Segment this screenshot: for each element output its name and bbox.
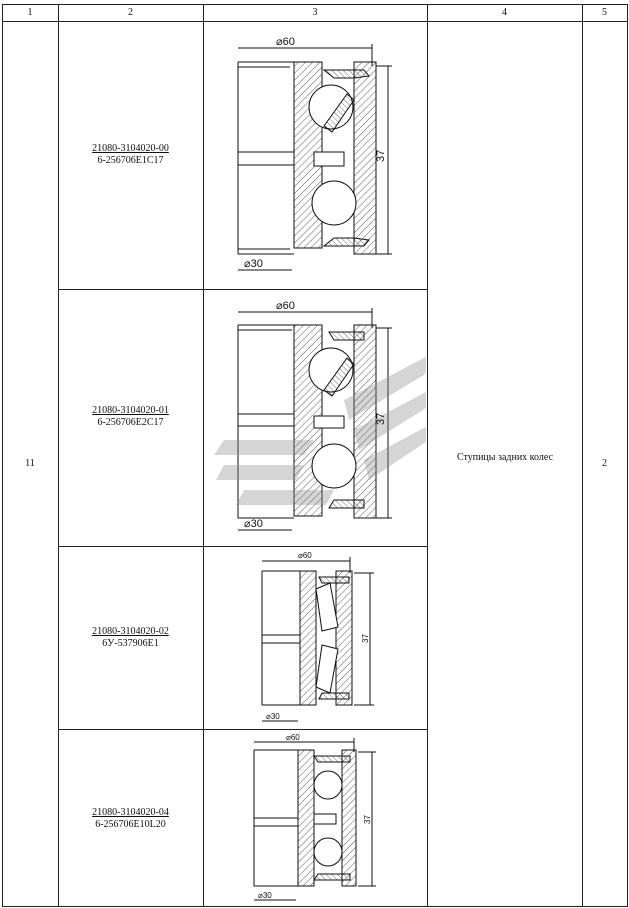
bearing-designation: 6-256706Е2С17 <box>97 417 164 428</box>
header-col-4: 4 <box>502 7 507 18</box>
bearing-drawing-2 <box>204 290 426 545</box>
col-border-3 <box>427 4 428 907</box>
dim-inner: ⌀30 <box>244 258 263 270</box>
dim-inner: ⌀30 <box>266 712 280 721</box>
col-border-1 <box>58 4 59 907</box>
row-2-code <box>58 405 203 429</box>
dim-outer: ⌀60 <box>286 733 300 742</box>
part-number: 21080-3104020-02 <box>92 626 169 637</box>
bearing-drawing-4 <box>204 730 426 905</box>
part-number: 21080-3104020-00 <box>92 143 169 154</box>
bearing-designation: 6У-537906Е1 <box>102 638 159 649</box>
dim-width: 37 <box>363 815 372 824</box>
row-1-code <box>58 143 203 167</box>
bearing-drawing-1 <box>204 22 426 288</box>
dim-outer: ⌀60 <box>298 551 312 560</box>
dim-inner: ⌀30 <box>244 518 263 530</box>
header-col-3: 3 <box>312 7 318 18</box>
bearing-section-1 <box>238 44 392 270</box>
quantity-text: 2 <box>602 458 607 469</box>
row-4-code <box>58 807 203 831</box>
header-col-5: 5 <box>602 7 607 18</box>
header-col-2: 2 <box>128 7 133 18</box>
col-border-0 <box>2 4 3 907</box>
bearing-drawing-3 <box>204 547 426 728</box>
part-number: 21080-3104020-01 <box>92 405 169 416</box>
group-number: 11 <box>25 458 35 469</box>
dim-width: 37 <box>375 412 387 425</box>
bearing-designation: 6-256706Е1С17 <box>97 155 164 166</box>
dim-width: 37 <box>375 149 387 162</box>
part-number: 21080-3104020-04 <box>92 807 169 818</box>
row-3-code <box>58 626 203 650</box>
header-col-1: 1 <box>27 7 33 18</box>
dim-outer: ⌀60 <box>276 300 295 312</box>
table-bottom-border <box>2 906 627 907</box>
dim-width: 37 <box>361 634 370 643</box>
application-text: Ступицы задних колес <box>456 452 554 463</box>
bearing-designation: 6-256706Е10L20 <box>95 819 166 830</box>
bearing-section-4 <box>254 738 376 900</box>
bearing-section-3 <box>262 557 374 721</box>
col-border-5 <box>627 4 628 907</box>
dim-outer: ⌀60 <box>276 36 295 48</box>
dim-inner: ⌀30 <box>258 891 272 900</box>
col-border-4 <box>582 4 583 907</box>
